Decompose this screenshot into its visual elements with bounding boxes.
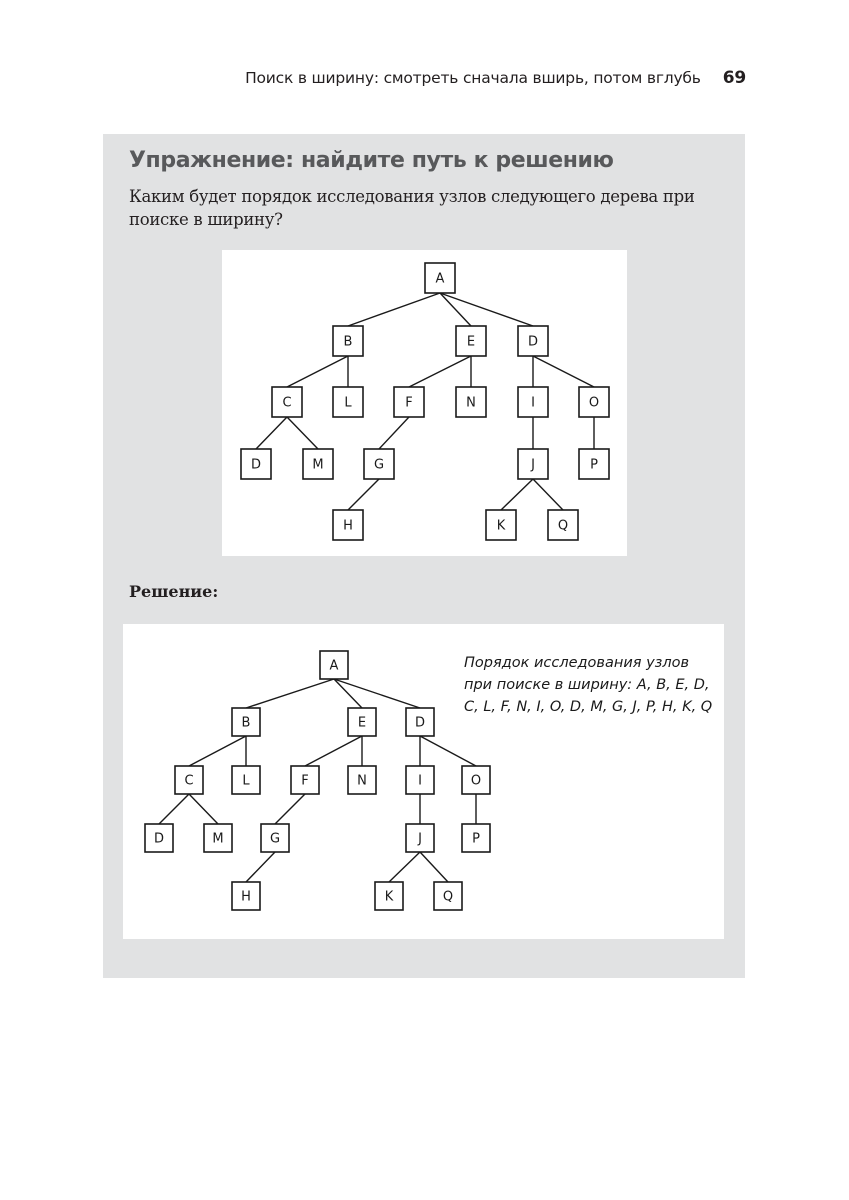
- node-label: I: [418, 773, 422, 789]
- node-label: D: [414, 715, 426, 731]
- tree-node-b: [232, 708, 260, 736]
- tree-node-o: [462, 766, 490, 794]
- exercise-tree-diagram: [222, 250, 627, 556]
- node-label: O: [470, 773, 482, 789]
- node-label: K: [496, 518, 506, 534]
- node-label: E: [466, 334, 476, 350]
- node-label: F: [405, 395, 413, 411]
- tree-node-c: [272, 387, 302, 417]
- tree-node-o: [579, 387, 609, 417]
- node-label: J: [531, 457, 535, 473]
- edge-C-M: [189, 794, 218, 824]
- node-label: H: [343, 518, 353, 534]
- edge-C-M: [287, 417, 318, 449]
- exercise-question: Каким будет порядок исследования узлов следующего дерева при поиске в ширину?: [129, 187, 695, 229]
- edge-E-F: [305, 736, 362, 766]
- tree-node-e: [348, 708, 376, 736]
- edge-E-F: [409, 356, 471, 387]
- tree-node-d1: [406, 708, 434, 736]
- edge-A-D1: [334, 679, 420, 708]
- tree-node-n: [456, 387, 486, 417]
- edge-A-B: [348, 293, 440, 326]
- tree-node-l: [232, 766, 260, 794]
- solution-label: Решение:: [129, 582, 219, 601]
- node-label: L: [344, 395, 352, 411]
- node-label: A: [435, 271, 445, 287]
- running-title: Поиск в ширину: смотреть сначала вширь, потом вглубь: [245, 69, 701, 87]
- edge-G-H: [246, 852, 275, 882]
- node-label: C: [184, 773, 194, 789]
- edge-F-G: [275, 794, 305, 824]
- node-label: A: [329, 658, 339, 674]
- tree-node-p: [579, 449, 609, 479]
- tree-node-l: [333, 387, 363, 417]
- solution-answer-text: Порядок исследования узлов при поиске в ширину: A, B, E, D, C, L, F, N, I, O, D, M, G, J, P, H, K, Q: [464, 655, 713, 715]
- tree-node-i: [406, 766, 434, 794]
- node-label: M: [312, 457, 324, 473]
- tree-node-k: [486, 510, 516, 540]
- tree-node-d2: [241, 449, 271, 479]
- node-label: F: [301, 773, 309, 789]
- page-number: 69: [722, 68, 746, 88]
- node-label: G: [373, 457, 385, 473]
- tree-node-e: [456, 326, 486, 356]
- exercise-box: [103, 134, 745, 978]
- node-label: M: [212, 831, 224, 847]
- tree-node-f: [394, 387, 424, 417]
- exercise-tree-figure: [222, 250, 627, 556]
- running-head: [0, 68, 746, 88]
- node-label: P: [590, 457, 598, 473]
- node-label: C: [282, 395, 292, 411]
- edge-J-Q: [533, 479, 563, 510]
- tree-node-g: [261, 824, 289, 852]
- tree-node-n: [348, 766, 376, 794]
- edge-C-D2: [256, 417, 287, 449]
- node-label: H: [241, 889, 251, 905]
- node-label: B: [343, 334, 353, 350]
- node-label: Q: [442, 889, 454, 905]
- edge-B-C: [189, 736, 246, 766]
- solution-tree-figure: [123, 624, 724, 939]
- tree-node-f: [291, 766, 319, 794]
- node-label: B: [241, 715, 251, 731]
- edge-J-Q: [420, 852, 448, 882]
- node-label: Q: [557, 518, 569, 534]
- edge-D1-O: [420, 736, 476, 766]
- tree-node-q: [434, 882, 462, 910]
- node-label: N: [357, 773, 367, 789]
- edge-J-K: [389, 852, 420, 882]
- tree-node-g: [364, 449, 394, 479]
- node-label: G: [269, 831, 281, 847]
- tree-node-m: [303, 449, 333, 479]
- node-label: D: [250, 457, 262, 473]
- node-label: D: [153, 831, 165, 847]
- edge-D1-O: [533, 356, 594, 387]
- tree-node-h: [333, 510, 363, 540]
- tree-node-a: [320, 651, 348, 679]
- tree-node-b: [333, 326, 363, 356]
- node-label: N: [466, 395, 476, 411]
- edge-J-K: [501, 479, 533, 510]
- node-label: J: [418, 831, 422, 847]
- node-label: K: [384, 889, 394, 905]
- tree-node-k: [375, 882, 403, 910]
- node-label: O: [588, 395, 600, 411]
- tree-node-i: [518, 387, 548, 417]
- tree-node-h: [232, 882, 260, 910]
- exercise-title: Упражнение: найдите путь к решению: [129, 148, 614, 173]
- node-label: P: [472, 831, 480, 847]
- edge-G-H: [348, 479, 379, 510]
- tree-node-d2: [145, 824, 173, 852]
- edge-F-G: [379, 417, 409, 449]
- tree-node-m: [204, 824, 232, 852]
- node-label: E: [357, 715, 367, 731]
- tree-node-p: [462, 824, 490, 852]
- edge-A-D1: [440, 293, 533, 326]
- tree-node-a: [425, 263, 455, 293]
- node-label: D: [527, 334, 539, 350]
- node-label: I: [531, 395, 535, 411]
- tree-node-q: [548, 510, 578, 540]
- tree-node-c: [175, 766, 203, 794]
- edge-C-D2: [159, 794, 189, 824]
- edge-A-B: [246, 679, 334, 708]
- tree-node-j: [406, 824, 434, 852]
- tree-node-d1: [518, 326, 548, 356]
- node-label: L: [242, 773, 250, 789]
- tree-node-j: [518, 449, 548, 479]
- edge-B-C: [287, 356, 348, 387]
